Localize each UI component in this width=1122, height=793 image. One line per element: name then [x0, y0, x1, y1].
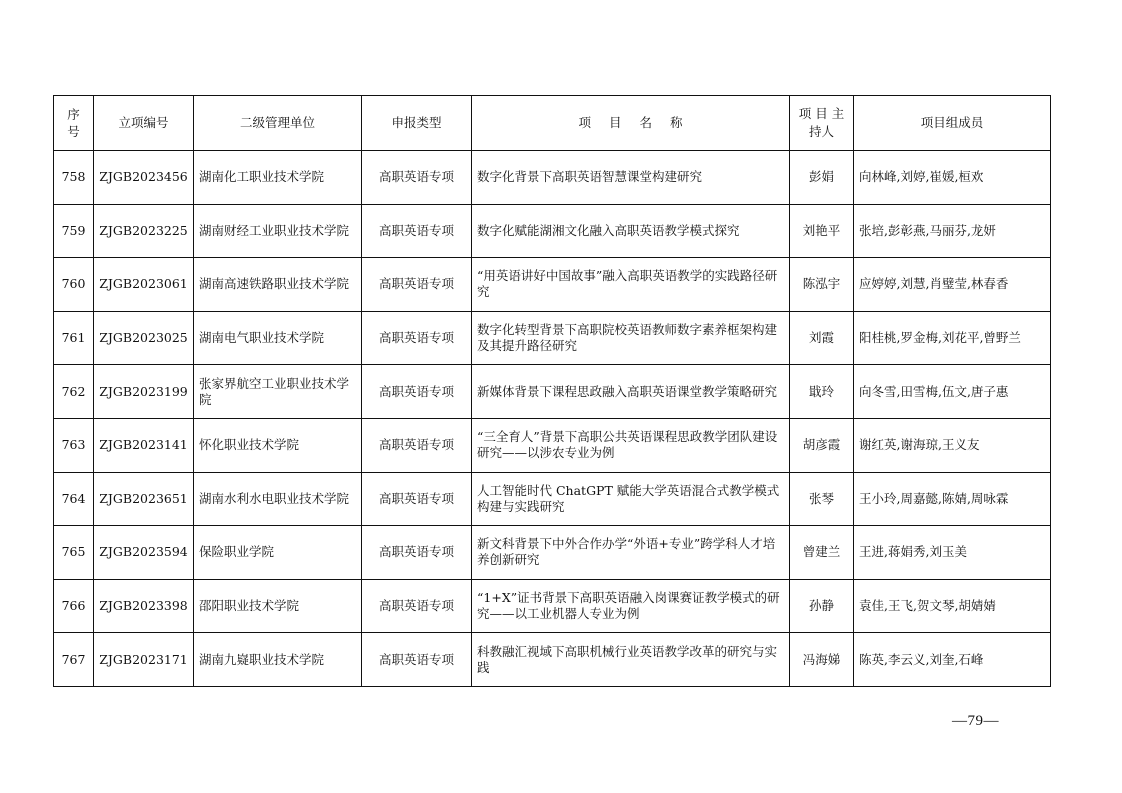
cell-unit: 湖南电气职业技术学院	[194, 311, 362, 365]
table-row	[54, 258, 1051, 312]
cell-unit: 湖南水利水电职业技术学院	[194, 472, 362, 526]
table-row	[54, 311, 1051, 365]
cell-host: 张琴	[790, 472, 854, 526]
cell-members: 向冬雪,田雪梅,伍文,唐子惠	[854, 365, 1051, 419]
cell-host: 戢玲	[790, 365, 854, 419]
header-members: 项目组成员	[854, 96, 1051, 151]
cell-name: “1+X”证书背景下高职英语融入岗课赛证教学模式的研究——以工业机器人专业为例	[472, 579, 790, 633]
cell-members: 向林峰,刘婷,崔媛,桓欢	[854, 151, 1051, 205]
header-host: 项 目 主持人	[790, 96, 854, 151]
cell-members: 王进,蒋娟秀,刘玉美	[854, 526, 1051, 580]
cell-name: 科教融汇视域下高职机械行业英语教学改革的研究与实践	[472, 633, 790, 687]
cell-unit: 湖南高速铁路职业技术学院	[194, 258, 362, 312]
cell-code: ZJGB2023025	[94, 311, 194, 365]
cell-type: 高职英语专项	[362, 311, 472, 365]
cell-code: ZJGB2023651	[94, 472, 194, 526]
cell-unit: 保险职业学院	[194, 526, 362, 580]
cell-members: 张培,彭彰燕,马丽芬,龙妍	[854, 204, 1051, 258]
cell-seq: 763	[54, 418, 94, 472]
header-type: 申报类型	[362, 96, 472, 151]
cell-seq: 759	[54, 204, 94, 258]
cell-code: ZJGB2023398	[94, 579, 194, 633]
cell-host: 刘艳平	[790, 204, 854, 258]
cell-code: ZJGB2023171	[94, 633, 194, 687]
cell-seq: 766	[54, 579, 94, 633]
table-row	[54, 151, 1051, 205]
table-row	[54, 365, 1051, 419]
cell-type: 高职英语专项	[362, 472, 472, 526]
cell-seq: 761	[54, 311, 94, 365]
header-unit: 二级管理单位	[194, 96, 362, 151]
cell-unit: 湖南财经工业职业技术学院	[194, 204, 362, 258]
cell-unit: 湖南九嶷职业技术学院	[194, 633, 362, 687]
table-row	[54, 472, 1051, 526]
cell-host: 冯海娣	[790, 633, 854, 687]
cell-code: ZJGB2023061	[94, 258, 194, 312]
table-row	[54, 418, 1051, 472]
table-row	[54, 204, 1051, 258]
cell-members: 陈英,李云义,刘奎,石峰	[854, 633, 1051, 687]
cell-name: “三全育人”背景下高职公共英语课程思政教学团队建设研究——以涉农专业为例	[472, 418, 790, 472]
cell-unit: 邵阳职业技术学院	[194, 579, 362, 633]
cell-unit: 怀化职业技术学院	[194, 418, 362, 472]
cell-type: 高职英语专项	[362, 258, 472, 312]
table-row	[54, 579, 1051, 633]
cell-code: ZJGB2023141	[94, 418, 194, 472]
cell-host: 刘霞	[790, 311, 854, 365]
cell-name: 数字化转型背景下高职院校英语教师数字素养框架构建及其提升路径研究	[472, 311, 790, 365]
cell-name: “用英语讲好中国故事”融入高职英语教学的实践路径研究	[472, 258, 790, 312]
cell-name: 新文科背景下中外合作办学“外语+专业”跨学科人才培养创新研究	[472, 526, 790, 580]
cell-host: 陈泓宇	[790, 258, 854, 312]
cell-seq: 764	[54, 472, 94, 526]
cell-name: 数字化背景下高职英语智慧课堂构建研究	[472, 151, 790, 205]
cell-unit: 张家界航空工业职业技术学院	[194, 365, 362, 419]
cell-host: 胡彦霞	[790, 418, 854, 472]
table-row	[54, 633, 1051, 687]
cell-name: 人工智能时代 ChatGPT 赋能大学英语混合式教学模式构建与实践研究	[472, 472, 790, 526]
cell-seq: 758	[54, 151, 94, 205]
cell-host: 彭娟	[790, 151, 854, 205]
cell-code: ZJGB2023199	[94, 365, 194, 419]
cell-seq: 767	[54, 633, 94, 687]
cell-type: 高职英语专项	[362, 579, 472, 633]
table-body	[54, 151, 1051, 687]
cell-host: 曾建兰	[790, 526, 854, 580]
cell-code: ZJGB2023225	[94, 204, 194, 258]
cell-seq: 762	[54, 365, 94, 419]
header-seq: 序号	[54, 96, 94, 151]
cell-code: ZJGB2023456	[94, 151, 194, 205]
project-table	[53, 95, 1051, 687]
cell-type: 高职英语专项	[362, 151, 472, 205]
cell-members: 应婷婷,刘慧,肖璧莹,林春香	[854, 258, 1051, 312]
cell-code: ZJGB2023594	[94, 526, 194, 580]
cell-type: 高职英语专项	[362, 526, 472, 580]
table-row	[54, 526, 1051, 580]
header-row	[54, 96, 1051, 151]
page-number: —79—	[952, 713, 999, 729]
cell-members: 王小玲,周嘉懿,陈婧,周咏霖	[854, 472, 1051, 526]
cell-name: 新媒体背景下课程思政融入高职英语课堂教学策略研究	[472, 365, 790, 419]
cell-members: 谢红英,谢海琼,王义友	[854, 418, 1051, 472]
cell-type: 高职英语专项	[362, 633, 472, 687]
cell-members: 阳桂桃,罗金梅,刘花平,曾野兰	[854, 311, 1051, 365]
cell-unit: 湖南化工职业技术学院	[194, 151, 362, 205]
cell-seq: 760	[54, 258, 94, 312]
cell-name: 数字化赋能湖湘文化融入高职英语教学模式探究	[472, 204, 790, 258]
cell-type: 高职英语专项	[362, 204, 472, 258]
cell-members: 袁佳,王飞,贺文琴,胡婧婧	[854, 579, 1051, 633]
header-code: 立项编号	[94, 96, 194, 151]
cell-type: 高职英语专项	[362, 418, 472, 472]
cell-host: 孙静	[790, 579, 854, 633]
cell-type: 高职英语专项	[362, 365, 472, 419]
header-name: 项 目 名 称	[472, 96, 790, 151]
cell-seq: 765	[54, 526, 94, 580]
